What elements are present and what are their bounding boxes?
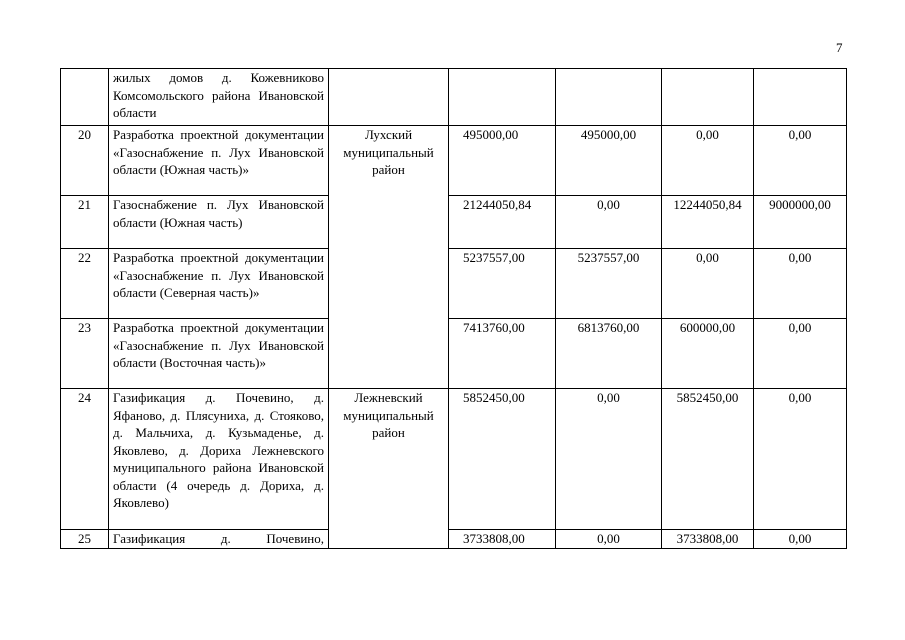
table-row — [61, 69, 847, 126]
table-row — [61, 196, 847, 249]
total-amount: 495000,00 — [449, 126, 556, 196]
federal-amount: 5237557,00 — [556, 249, 662, 319]
row-number: 20 — [61, 126, 109, 196]
table-row — [61, 530, 847, 549]
other-amount — [754, 69, 847, 126]
table-row — [61, 126, 847, 196]
total-amount: 5237557,00 — [449, 249, 556, 319]
other-amount: 0,00 — [754, 530, 847, 549]
federal-amount: 6813760,00 — [556, 319, 662, 389]
project-name: Газификация д. Почевино, — [109, 530, 329, 549]
total-amount: 5852450,00 — [449, 389, 556, 530]
regional-amount: 3733808,00 — [662, 530, 754, 549]
project-name: Разработка проектной документации «Газоснабжение п. Лух Ивановской области (Восточная часть)» — [109, 319, 329, 389]
row-number: 25 — [61, 530, 109, 549]
district-name — [329, 69, 449, 126]
project-name: Разработка проектной документации «Газоснабжение п. Лух Ивановской области (Северная часть)» — [109, 249, 329, 319]
row-number: 23 — [61, 319, 109, 389]
project-name: Газификация д. Почевино, д. Яфаново, д. Плясуниха, д. Стояково, д. Мальчиха, д. Кузьмаденье, д. Яковлево, д. Дориха Лежневского муниципального района Ивановской области (4 очередь д. Дориха, д. Яковлево) — [109, 389, 329, 530]
regional-amount: 0,00 — [662, 249, 754, 319]
regional-amount: 5852450,00 — [662, 389, 754, 530]
total-amount: 21244050,84 — [449, 196, 556, 249]
other-amount: 0,00 — [754, 389, 847, 530]
table-row — [61, 319, 847, 389]
total-amount: 3733808,00 — [449, 530, 556, 549]
row-number: 21 — [61, 196, 109, 249]
other-amount: 0,00 — [754, 126, 847, 196]
project-name: жилых домов д. Кожевниково Комсомольского района Ивановской области — [109, 69, 329, 126]
row-number: 24 — [61, 389, 109, 530]
other-amount: 0,00 — [754, 319, 847, 389]
federal-amount: 495000,00 — [556, 126, 662, 196]
regional-amount — [662, 69, 754, 126]
row-number: 22 — [61, 249, 109, 319]
regional-amount: 12244050,84 — [662, 196, 754, 249]
row-number — [61, 69, 109, 126]
project-name: Разработка проектной документации «Газоснабжение п. Лух Ивановской области (Южная часть)» — [109, 126, 329, 196]
funding-table — [60, 68, 847, 549]
table-row — [61, 249, 847, 319]
district-name: Лежневский муниципальный район — [329, 389, 449, 549]
other-amount: 0,00 — [754, 249, 847, 319]
federal-amount: 0,00 — [556, 196, 662, 249]
federal-amount: 0,00 — [556, 389, 662, 530]
page-number: 7 — [836, 40, 843, 55]
district-name: Лухский муниципальный район — [329, 126, 449, 389]
table-row — [61, 389, 847, 530]
federal-amount — [556, 69, 662, 126]
total-amount: 7413760,00 — [449, 319, 556, 389]
project-name: Газоснабжение п. Лух Ивановской области (Южная часть) — [109, 196, 329, 249]
total-amount — [449, 69, 556, 126]
other-amount: 9000000,00 — [754, 196, 847, 249]
federal-amount: 0,00 — [556, 530, 662, 549]
regional-amount: 600000,00 — [662, 319, 754, 389]
regional-amount: 0,00 — [662, 126, 754, 196]
